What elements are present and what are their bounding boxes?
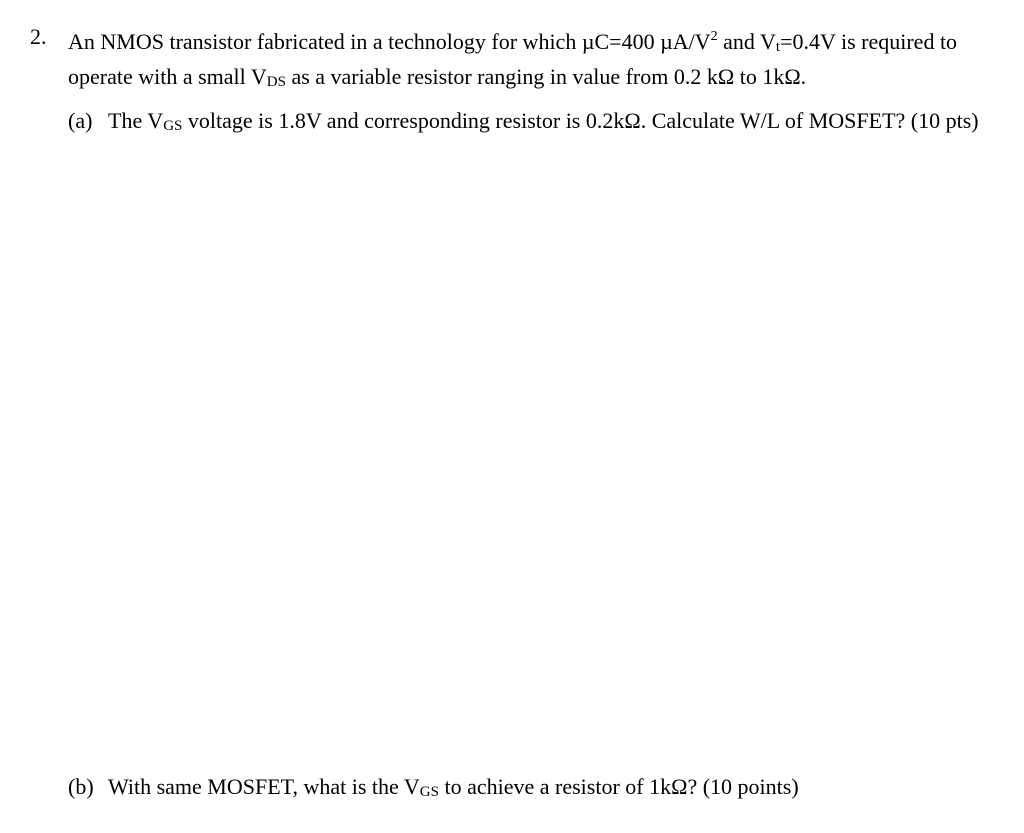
part-b-text-2: to achieve a resistor of 1kΩ? (10 points) <box>438 774 799 799</box>
problem-text-4: as a variable resistor ranging in value from 0.2 kΩ to 1kΩ. <box>285 64 807 89</box>
problem-text-3: =0.4V is required to operate with a small V <box>68 29 958 89</box>
part-a-text-1: The V <box>108 108 164 133</box>
part-b <box>68 772 1000 807</box>
part-b-question <box>108 772 1000 807</box>
part-a-text-2: voltage is 1.8V and corresponding resistor is 0.2kΩ. Calculate W/L of MOSFET? (10 pts) <box>182 108 979 133</box>
problem-text-2: and V <box>717 29 776 54</box>
problem-statement <box>68 22 1000 97</box>
subscript-t: t <box>775 39 781 55</box>
part-a-label: (a) <box>68 108 93 133</box>
superscript-2: 2 <box>710 29 718 44</box>
subscript-gs: GS <box>419 784 439 800</box>
problem-2 <box>30 22 1000 97</box>
part-b-label: (b) <box>68 774 94 799</box>
part-a-question <box>108 106 1000 141</box>
problem-text-1: An NMOS transistor fabricated in a technology for which µC=400 µA/V <box>68 29 711 54</box>
subscript-gs: GS <box>163 118 183 134</box>
part-b-text-1: With same MOSFET, what is the V <box>108 774 420 799</box>
problem-row <box>30 22 1000 97</box>
problem-number: 2. <box>30 24 47 49</box>
part-a <box>68 106 1000 141</box>
subscript-ds: DS <box>266 74 286 90</box>
